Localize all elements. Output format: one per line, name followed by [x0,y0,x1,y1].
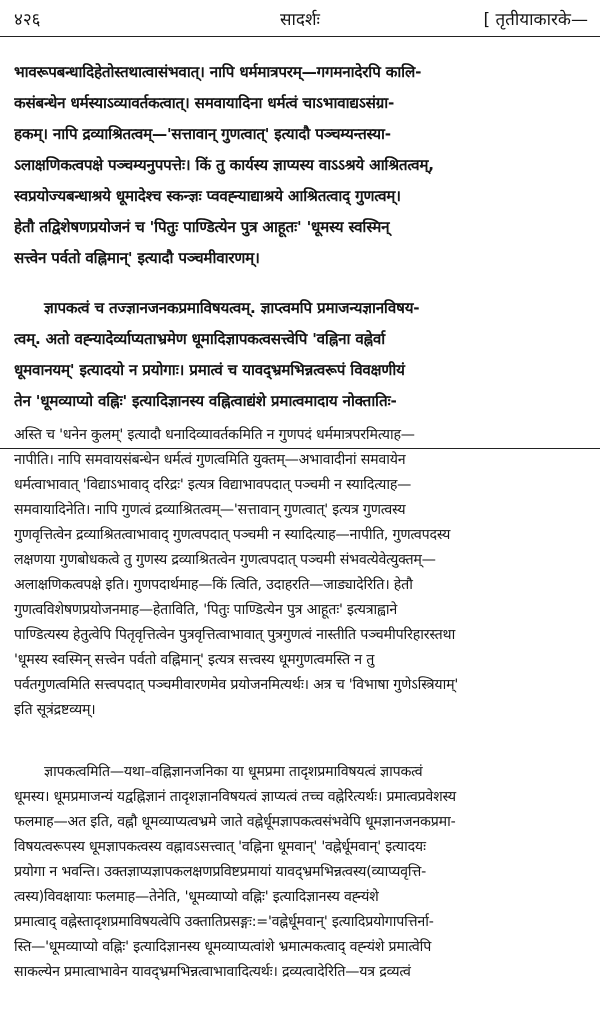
main-line: कसंबन्धेन धर्मस्याऽव्यावर्तकत्वात्। समवायादिना धर्मत्वं चाऽभावाद्यऽसंग्रा- [14,94,395,112]
main-line: तेन 'धूमव्याप्यो वह्निः' इत्यादिज्ञानस्य वह्नित्वाद्यंशे प्रमात्वमादाय नोक्तातिः- [14,392,397,410]
commentary-line: धूमस्य। धूमप्रमाजन्यं यद्वह्निज्ञानं तादृशज्ञानविषयत्वं ज्ञाप्यत्वं तच्च वह्नेरित्यर्थः। प्रमात्वप्रवेशस्य [14,789,456,805]
commentary-line: इति सूत्रंद्रष्टव्यम्। [14,702,96,718]
commentary-line: पाण्डित्यस्य हेतुत्वेपि पितृवृत्तित्वेन पुत्रवृत्तित्वाभावात् पुत्रगुणत्वं नास्तीति पञ्चमीपरिहारस्तथा [14,627,456,643]
commentary-line: पर्वतगुणत्वमिति सत्त्वपदात् पञ्चमीवारणमेव प्रयोजनमित्यर्थः। अत्र च 'विभाषा गुणेऽस्त्रियाम्' [14,677,459,693]
main-line: सत्त्वेन पर्वतो वह्निमान्' इत्यादौ पञ्चमीवारणम्। [14,249,260,267]
main-line: हकम्। नापि द्रव्याश्रितत्वम्—'सत्तावान् गुणत्वात्' इत्यादौ पञ्चम्यन्तस्या- [14,125,391,143]
page-header [0,0,600,37]
commentary-line: 'धूमस्य स्वस्मिन् सत्त्वेन पर्वतो वह्निमान्' इत्यत्र सत्त्वस्य धूमगुणत्वमस्ति न तु [14,652,375,668]
main-line: हेतौ तद्विशेषणप्रयोजनं च 'पितुः पाण्डित्येन पुत्र आहूतः' 'धूमस्य स्वस्मिन् [14,218,390,236]
commentary-line: गुणत्वविशेषणप्रयोजनमाह—हेताविति, 'पितुः पाण्डित्येन पुत्र आहूतः' इत्यत्राह्वाने [14,602,398,618]
commentary-line: गुणवृत्तित्वेन द्रव्याश्रितत्वाभावाद् गुणत्वपदात् पञ्चमी न स्यादित्याह—नापीति, गुणत्वपदस्य [14,527,451,543]
main-line: स्वप्रयोज्यबन्धाश्रये धूमादेश्च स्कन्ज्ञः प्ववह्न्याद्याश्रये आश्रितत्वाद् गुणत्वम्। [14,187,401,205]
commentary-line: अस्ति च 'धनेन कुलम्' इत्यादौ धनादिव्यावर्तकमिति न गुणपदं धर्ममात्रपरमित्याह— [14,427,415,443]
commentary-line: प्रमात्वाद् वह्नेस्तादृशप्रमाविषयत्वेपि उक्तातिप्रसङ्गः:='वह्नेर्धूमवान्' इत्यादिप्रयोगापत्तिर्ना- [14,914,434,930]
commentary-line: लक्षणया गुणबोधकत्वे तु गुणस्य द्रव्याश्रितत्वेन गुणत्वपदात् पञ्चमी संभवत्येवेत्युक्तम्— [14,552,436,568]
commentary-line: स्ति—'धूमव्याप्यो वह्निः' इत्यादिज्ञानस्य धूमव्याप्यत्वांशे भ्रमात्मकत्वाद् वह्न्यंशे प्रमात्वेपि [14,939,432,955]
commentary-line: नापीति। नापि समवायसंबन्धेन धर्मत्वं गुणत्वमिति युक्तम्—अभावादीनां समवायेन [14,452,406,468]
commentary-line: त्वस्य)विवक्षायाः फलमाह—तेनेति, 'धूमव्याप्यो वह्निः' इत्यादिज्ञानस्य वह्न्यंशे [14,889,379,905]
page-number: ४२६ [14,10,41,30]
commentary-line: फलमाह—अत इति, वह्नौ धूमव्याप्यत्वभ्रमे जाते वह्नेर्धूमज्ञापकत्वसंभवेपि धूमज्ञानजनकप्रमा- [14,814,456,830]
main-line: ज्ञापकत्वं च तज्ज्ञानजनकप्रमाविषयत्वम्. ज्ञाप्त्वमपि प्रमाजन्यज्ञानविषय- [44,299,420,317]
commentary-line: प्रयोगा न भवन्ति। उक्तज्ञाप्यज्ञापकलक्षणप्रविष्टप्रमायां यावद्भ्रमभिन्नत्वस्य(व्याप्यवृत्ति- [14,864,427,880]
running-title: सादर्शः [280,10,320,30]
main-line: धूमवानयम्' इत्यादयो न प्रयोगाः। प्रमात्वं च यावद्भ्रमभिन्नत्वरूपं विवक्षणीयं [14,361,405,379]
main-line: भावरूपबन्धादिहेतोस्तथात्वासंभवात्। नापि धर्ममात्रपरम्—गगमनादेरपि कालि- [14,63,422,81]
commentary-line: धर्मत्वाभावात् 'विद्याऽभावाद् दरिद्रः' इत्यत्र विद्याभावपदात् पञ्चमी न स्यादित्याह— [14,477,412,493]
commentary-line: अलाक्षणिकत्वपक्षे इति। गुणपदार्थमाह—किं त्विति, उदाहरति—जाड्यादेरिति। हेतौ [14,577,413,593]
commentary-line: ज्ञापकत्वमिति—यथा–वह्निज्ञानजनिका या धूमप्रमा तादृशप्रमाविषयत्वं ज्ञापकत्वं [44,764,423,780]
main-line: ऽलाक्षणिकत्वपक्षे पञ्चम्यनुपपत्तेः। किं तु कार्यस्य ज्ञाप्यस्य वाऽऽश्रये आश्रितत्वम्, [14,156,434,174]
main-line: त्वम्. अतो वह्न्यादेर्व्याप्यताभ्रमेण धूमादिज्ञापकत्वसत्त्वेपि 'वह्निना वह्नेर्वा [14,330,386,348]
commentary-line: समवायादिनेति। नापि गुणत्वं द्रव्याश्रितत्वम्—'सत्तावान् गुणत्वात्' इत्यत्र गुणत्वस्य [14,502,406,518]
commentary-line: साकल्येन प्रमात्वाभावेन यावद्भ्रमभिन्नत्वाभावादित्यर्थः। द्रव्यत्वादेरिति—यत्र द्रव्यत्वं [14,964,411,980]
commentary-line: विषयत्वरूपस्य धूमज्ञापकत्वस्य वह्नावऽसत्त्वात् 'वह्निना धूमवान्' 'वह्नेर्धूमवान्' इत्यादयः [14,839,426,855]
section-heading: [ तृतीयाकारके— [483,10,588,30]
